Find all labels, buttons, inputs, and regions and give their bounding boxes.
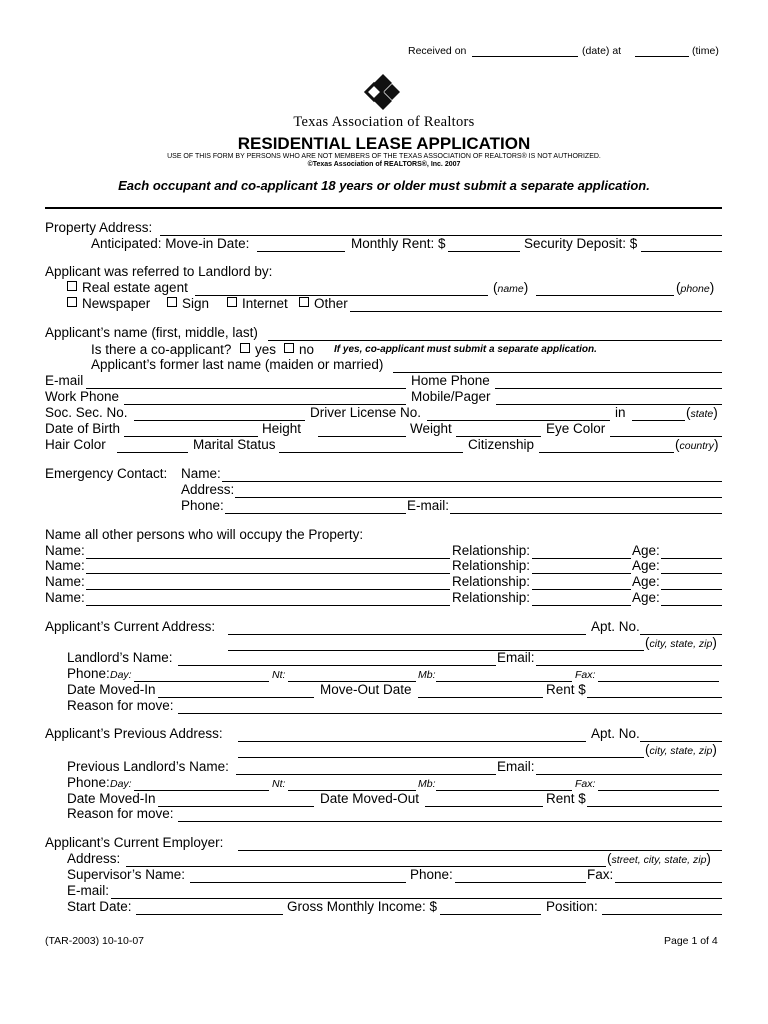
current-csz-field[interactable] — [228, 650, 644, 651]
employer-address-field[interactable] — [126, 866, 606, 867]
occupant-2-name-field[interactable] — [86, 573, 450, 574]
start-date-label: Start Date: — [67, 899, 132, 914]
monthly-rent-field[interactable] — [448, 251, 520, 252]
current-address-label: Applicant’s Current Address: — [45, 619, 216, 634]
no-label: no — [299, 342, 315, 357]
home-phone-label: Home Phone — [411, 373, 490, 388]
current-day-label: Day: — [110, 669, 132, 681]
applicant-name-label: Applicant’s name (first, middle, last) — [45, 325, 258, 340]
dl-in-label: in — [615, 405, 626, 420]
previous-nt-label: Nt: — [272, 778, 286, 790]
security-deposit-label: Security Deposit: $ — [524, 236, 638, 251]
previous-landlord-field[interactable] — [236, 774, 496, 775]
employer-email-label: E-mail: — [67, 883, 110, 898]
emergency-address-field[interactable] — [235, 497, 722, 498]
usage-notice: USE OF THIS FORM BY PERSONS WHO ARE NOT MEMBERS OF THE TEXAS ASSOCIATION OF REALTORS® IS NOT AUTHORIZED. — [167, 153, 601, 160]
current-landlord-email-field[interactable] — [536, 665, 722, 666]
current-csz-hint: (city, state, zip) — [645, 635, 717, 650]
previous-landlord-email-label: Email: — [497, 759, 535, 774]
mobile-label: Mobile/Pager — [411, 389, 491, 404]
previous-mb-label: Mb: — [418, 778, 436, 790]
citizenship-label: Citizenship — [468, 437, 535, 452]
occupant-3-name-label: Name: — [45, 574, 85, 589]
current-moved-in-label: Date Moved-In — [67, 682, 156, 697]
no-checkbox[interactable] — [284, 343, 294, 353]
previous-csz-field[interactable] — [238, 757, 644, 758]
emergency-email-field[interactable] — [450, 513, 722, 514]
occupant-1-name-label: Name: — [45, 543, 85, 558]
current-address-field[interactable] — [228, 634, 586, 635]
dob-label: Date of Birth — [45, 421, 121, 436]
previous-moved-out-field[interactable] — [425, 806, 543, 807]
occupant-2-name-label: Name: — [45, 558, 85, 573]
employer-address-label: Address: — [67, 851, 121, 866]
agent-label: Real estate agent — [82, 280, 188, 295]
current-landlord-email-label: Email: — [497, 650, 535, 665]
employer-phone-field[interactable] — [455, 882, 586, 883]
occupant-4-age-label: Age: — [632, 590, 660, 605]
email-label: E-mail — [45, 373, 84, 388]
previous-rent-field[interactable] — [587, 806, 722, 807]
occupant-1-relationship-field[interactable] — [532, 558, 631, 559]
previous-moved-in-label: Date Moved-In — [67, 791, 156, 806]
current-landlord-label: Landlord’s Name: — [67, 650, 173, 665]
current-rent-field[interactable] — [587, 697, 722, 698]
occupant-4-age-field[interactable] — [661, 605, 722, 606]
received-date-label: (date) at — [582, 45, 622, 57]
occupant-2-age-field[interactable] — [661, 573, 722, 574]
received-date-field[interactable] — [472, 56, 578, 57]
emergency-name-label: Name: — [181, 466, 221, 481]
received-time-label: (time) — [692, 45, 719, 57]
emergency-name-field[interactable] — [222, 481, 722, 482]
income-label: Gross Monthly Income: $ — [287, 899, 438, 914]
current-mb-label: Mb: — [418, 669, 436, 681]
form-id: (TAR-2003) 10-10-07 — [45, 935, 145, 947]
occupant-4-name-field[interactable] — [86, 605, 450, 606]
occupant-3-age-label: Age: — [632, 574, 660, 589]
current-rent-label: Rent $ — [546, 682, 586, 697]
former-name-label: Applicant’s former last name (maiden or married) — [91, 357, 384, 372]
coapplicant-no-option[interactable] — [284, 342, 314, 358]
referral-agent-option[interactable] — [67, 280, 188, 296]
previous-landlord-label: Previous Landlord’s Name: — [67, 759, 229, 774]
agent-phone-field[interactable] — [536, 295, 674, 296]
work-phone-label: Work Phone — [45, 389, 120, 404]
employer-fax-label: Fax: — [587, 867, 614, 882]
previous-landlord-email-field[interactable] — [536, 774, 722, 775]
occupant-3-age-field[interactable] — [661, 589, 722, 590]
email-field[interactable] — [86, 388, 406, 389]
occupant-3-relationship-label: Relationship: — [452, 574, 531, 589]
agent-name-hint: (name) — [493, 280, 529, 295]
coapplicant-yes-option[interactable] — [240, 342, 276, 358]
position-label: Position: — [546, 899, 598, 914]
occupant-1-age-field[interactable] — [661, 558, 722, 559]
emergency-phone-label: Phone: — [181, 498, 224, 513]
current-apt-label: Apt. No. — [591, 619, 640, 634]
hair-color-field[interactable] — [117, 452, 188, 453]
height-field[interactable] — [318, 436, 406, 437]
referral-other-option[interactable] — [299, 296, 348, 312]
country-hint: (country) — [675, 437, 719, 452]
previous-rent-label: Rent $ — [546, 791, 586, 806]
current-phone-label: Phone: — [67, 666, 110, 681]
copyright-notice: ©Texas Association of REALTORS®, Inc. 2007 — [307, 161, 461, 168]
previous-fax-label: Fax: — [575, 778, 596, 790]
ssn-label: Soc. Sec. No. — [45, 405, 128, 420]
position-field[interactable] — [602, 914, 722, 915]
current-move-out-label: Move-Out Date — [320, 682, 412, 697]
property-address-label: Property Address: — [45, 220, 153, 235]
current-nt-label: Nt: — [272, 669, 286, 681]
weight-label: Weight — [410, 421, 452, 436]
monthly-rent-label: Monthly Rent: $ — [351, 236, 446, 251]
referral-newspaper-option[interactable] — [67, 296, 150, 312]
marital-status-label: Marital Status — [193, 437, 276, 452]
referral-other-field[interactable] — [350, 311, 722, 312]
previous-fax-field[interactable] — [598, 790, 719, 791]
occupant-1-age-label: Age: — [632, 543, 660, 558]
supervisor-label: Supervisor’s Name: — [67, 867, 186, 882]
occupant-1-name-field[interactable] — [86, 558, 450, 559]
move-in-label: Anticipated: Move-in Date: — [91, 236, 250, 251]
occupant-1-relationship-label: Relationship: — [452, 543, 531, 558]
referral-label: Applicant was referred to Landlord by: — [45, 264, 273, 279]
emergency-email-label: E-mail: — [407, 498, 450, 513]
current-moved-in-field[interactable] — [158, 697, 314, 698]
employer-phone-label: Phone: — [410, 867, 453, 882]
previous-csz-hint: (city, state, zip) — [645, 742, 717, 757]
received-label: Received on — [408, 45, 467, 57]
newspaper-label: Newspaper — [82, 296, 151, 311]
current-fax-label: Fax: — [575, 669, 596, 681]
dl-state-hint: (state) — [686, 405, 718, 420]
previous-address-field[interactable] — [238, 741, 586, 742]
previous-reason-label: Reason for move: — [67, 806, 174, 821]
emergency-address-label: Address: — [181, 482, 235, 497]
org-name: Texas Association of Realtors — [293, 114, 475, 130]
agent-phone-hint: (phone) — [676, 280, 715, 295]
move-in-field[interactable] — [257, 251, 345, 252]
previous-address-label: Applicant’s Previous Address: — [45, 726, 223, 741]
page-number: Page 1 of 4 — [664, 935, 718, 947]
occupants-label: Name all other persons who will occupy the Property: — [45, 527, 364, 542]
emergency-phone-field[interactable] — [225, 513, 406, 514]
hair-color-label: Hair Color — [45, 437, 106, 452]
tar-logo-icon — [362, 72, 404, 112]
employer-label: Applicant’s Current Employer: — [45, 835, 224, 850]
employer-fax-field[interactable] — [615, 882, 722, 883]
other-label: Other — [314, 296, 348, 311]
current-reason-label: Reason for move: — [67, 698, 174, 713]
occupant-4-relationship-field[interactable] — [532, 605, 631, 606]
sign-label: Sign — [182, 296, 210, 311]
start-date-field[interactable] — [136, 914, 283, 915]
occupant-2-relationship-field[interactable] — [532, 573, 631, 574]
occupant-3-relationship-field[interactable] — [532, 589, 631, 590]
occupant-2-relationship-label: Relationship: — [452, 558, 531, 573]
dl-label: Driver License No. — [310, 405, 422, 420]
occupant-instruction: Each occupant and co-applicant 18 years or older must submit a separate application. — [118, 178, 650, 193]
coapplicant-note: If yes, co-applicant must submit a separate application. — [334, 344, 597, 355]
eye-color-label: Eye Color — [546, 421, 606, 436]
occupant-4-name-label: Name: — [45, 590, 85, 605]
previous-day-label: Day: — [110, 778, 132, 790]
occupant-3-name-field[interactable] — [86, 589, 450, 590]
height-label: Height — [262, 421, 302, 436]
newspaper-checkbox[interactable] — [67, 297, 77, 307]
previous-moved-in-field[interactable] — [158, 806, 314, 807]
current-landlord-field[interactable] — [178, 665, 496, 666]
internet-checkbox[interactable] — [227, 297, 237, 307]
applicant-name-field[interactable] — [268, 340, 722, 341]
dl-state-field[interactable] — [632, 420, 685, 421]
yes-checkbox[interactable] — [240, 343, 250, 353]
employer-address-hint: (street, city, state, zip) — [607, 851, 711, 866]
emergency-contact-label: Emergency Contact: — [45, 466, 168, 481]
home-phone-field[interactable] — [495, 388, 722, 389]
internet-label: Internet — [242, 296, 288, 311]
occupant-2-age-label: Age: — [632, 558, 660, 573]
supervisor-field[interactable] — [190, 882, 406, 883]
previous-moved-out-label: Date Moved-Out — [320, 791, 420, 806]
other-checkbox[interactable] — [299, 297, 309, 307]
previous-apt-label: Apt. No. — [591, 726, 640, 741]
security-deposit-field[interactable] — [641, 251, 722, 252]
yes-label: yes — [255, 342, 277, 357]
previous-reason-field[interactable] — [178, 821, 722, 822]
citizenship-field[interactable] — [539, 452, 674, 453]
sign-checkbox[interactable] — [167, 297, 177, 307]
referral-sign-option[interactable] — [167, 296, 209, 312]
income-field[interactable] — [440, 914, 541, 915]
current-move-out-field[interactable] — [418, 697, 543, 698]
occupant-4-relationship-label: Relationship: — [452, 590, 531, 605]
received-time-field[interactable] — [635, 56, 689, 57]
current-fax-field[interactable] — [598, 681, 719, 682]
coapplicant-question: Is there a co-applicant? — [91, 342, 232, 357]
previous-phone-label: Phone: — [67, 775, 110, 790]
current-reason-field[interactable] — [178, 713, 722, 714]
header-divider — [45, 207, 722, 209]
form-title: RESIDENTIAL LEASE APPLICATION — [237, 134, 531, 153]
agent-checkbox[interactable] — [67, 281, 77, 291]
marital-status-field[interactable] — [279, 452, 463, 453]
referral-internet-option[interactable] — [227, 296, 288, 312]
